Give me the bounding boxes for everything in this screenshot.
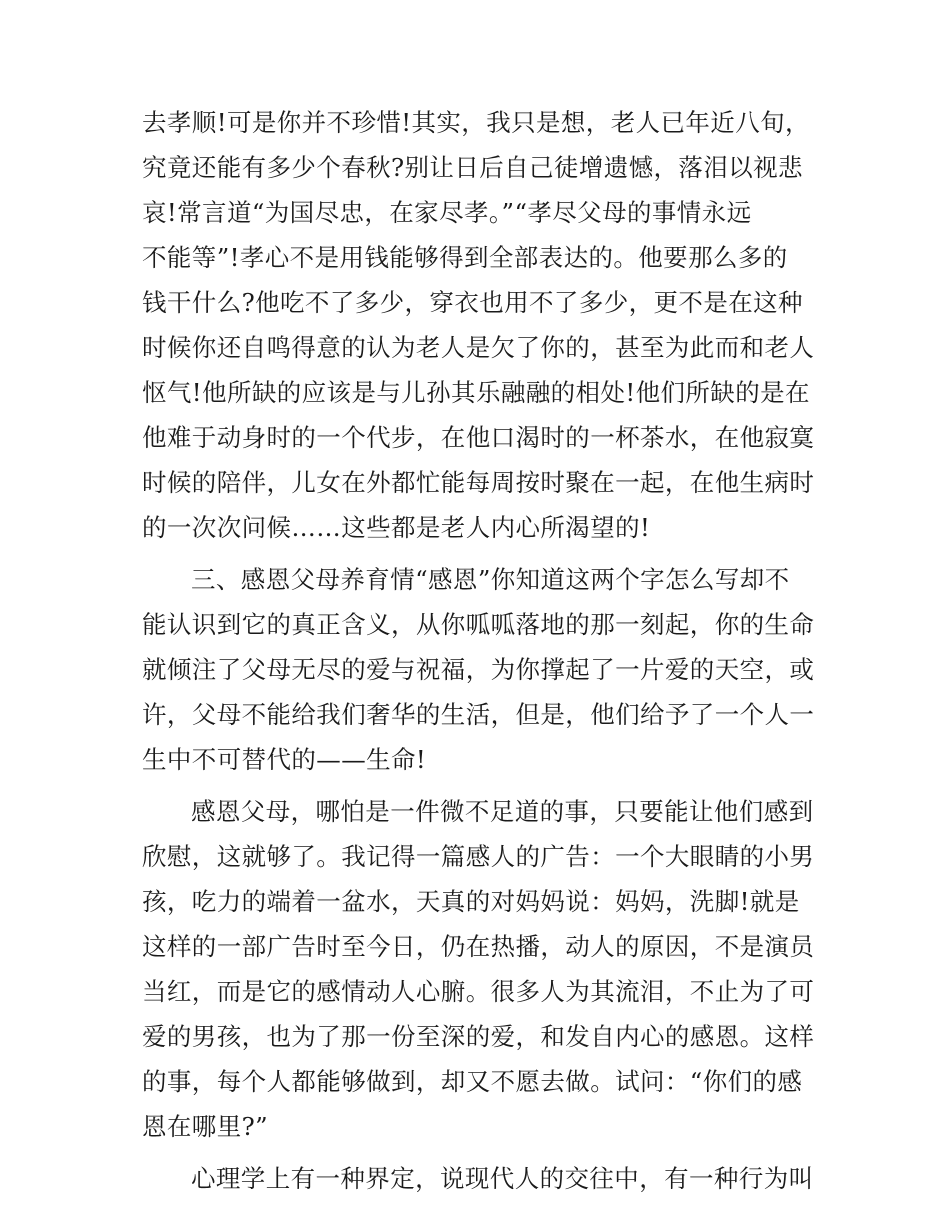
paragraph-filial-piety: [142, 100, 815, 550]
text-line: 这样的一部广告时至今日，仍在热播，动人的原因，不是演员: [142, 932, 815, 961]
text-line: 三、感恩父母养育情“感恩”你知道这两个字怎么写却不: [191, 565, 790, 594]
text-line: 的一次次问候……这些都是老人内心所渴望的!: [142, 513, 651, 542]
text-line: 生中不可替代的——生命!: [142, 745, 427, 774]
paragraph-section-three: [142, 557, 815, 782]
text-line: 感恩父母，哪怕是一件微不足道的事，只要能让他们感到: [191, 797, 814, 826]
text-line: 孩，吃力的端着一盆水，天真的对妈妈说：妈妈，洗脚!就是: [142, 887, 800, 916]
text-line: 时候的陪伴，儿女在外都忙能每周按时聚在一起，在他生病时: [142, 468, 815, 497]
text-line: 不能等”!孝心不是用钱能够得到全部表达的。他要那么多的: [142, 243, 788, 272]
text-line: 许，父母不能给我们奢华的生活，但是，他们给予了一个人一: [142, 700, 815, 729]
text-line: 怄气!他所缺的应该是与儿孙其乐融融的相处!他们所缺的是在: [142, 378, 810, 407]
text-line: 当红，而是它的感情动人心腑。很多人为其流泪，不止为了可: [142, 977, 815, 1006]
text-line: 时候你还自鸣得意的认为老人是欠了你的，甚至为此而和老人: [142, 333, 815, 362]
text-line: 他难于动身时的一个代步，在他口渴时的一杯茶水，在他寂寞: [142, 423, 815, 452]
text-line: 心理学上有一种界定，说现代人的交往中，有一种行为叫: [191, 1164, 814, 1193]
paragraph-psychology: [142, 1156, 812, 1201]
text-line: 恩在哪里?”: [142, 1112, 269, 1141]
text-line: 爱的男孩，也为了那一份至深的爱，和发自内心的感恩。这样: [142, 1022, 815, 1051]
paragraph-gratitude-ad: [142, 789, 815, 1149]
text-line: 哀!常言道“为国尽忠，在家尽孝。”“孝尽父母的事情永远: [142, 198, 752, 227]
text-line: 能认识到它的真正含义，从你呱呱落地的那一刻起，你的生命: [142, 610, 815, 639]
document-body: [142, 100, 815, 1201]
text-line: 钱干什么?他吃不了多少，穿衣也用不了多少，更不是在这种: [142, 288, 803, 317]
text-line: 欣慰，这就够了。我记得一篇感人的广告：一个大眼睛的小男: [142, 842, 815, 871]
text-line: 的事，每个人都能够做到，却又不愿去做。试问：“你们的感: [142, 1067, 803, 1096]
text-line: 去孝顺!可是你并不珍惜!其实，我只是想，老人已年近八旬，: [142, 108, 810, 137]
text-line: 究竟还能有多少个春秋?别让日后自己徒增遗憾，落泪以视悲: [142, 153, 803, 182]
text-line: 就倾注了父母无尽的爱与祝福，为你撑起了一片爱的天空，或: [142, 655, 815, 684]
